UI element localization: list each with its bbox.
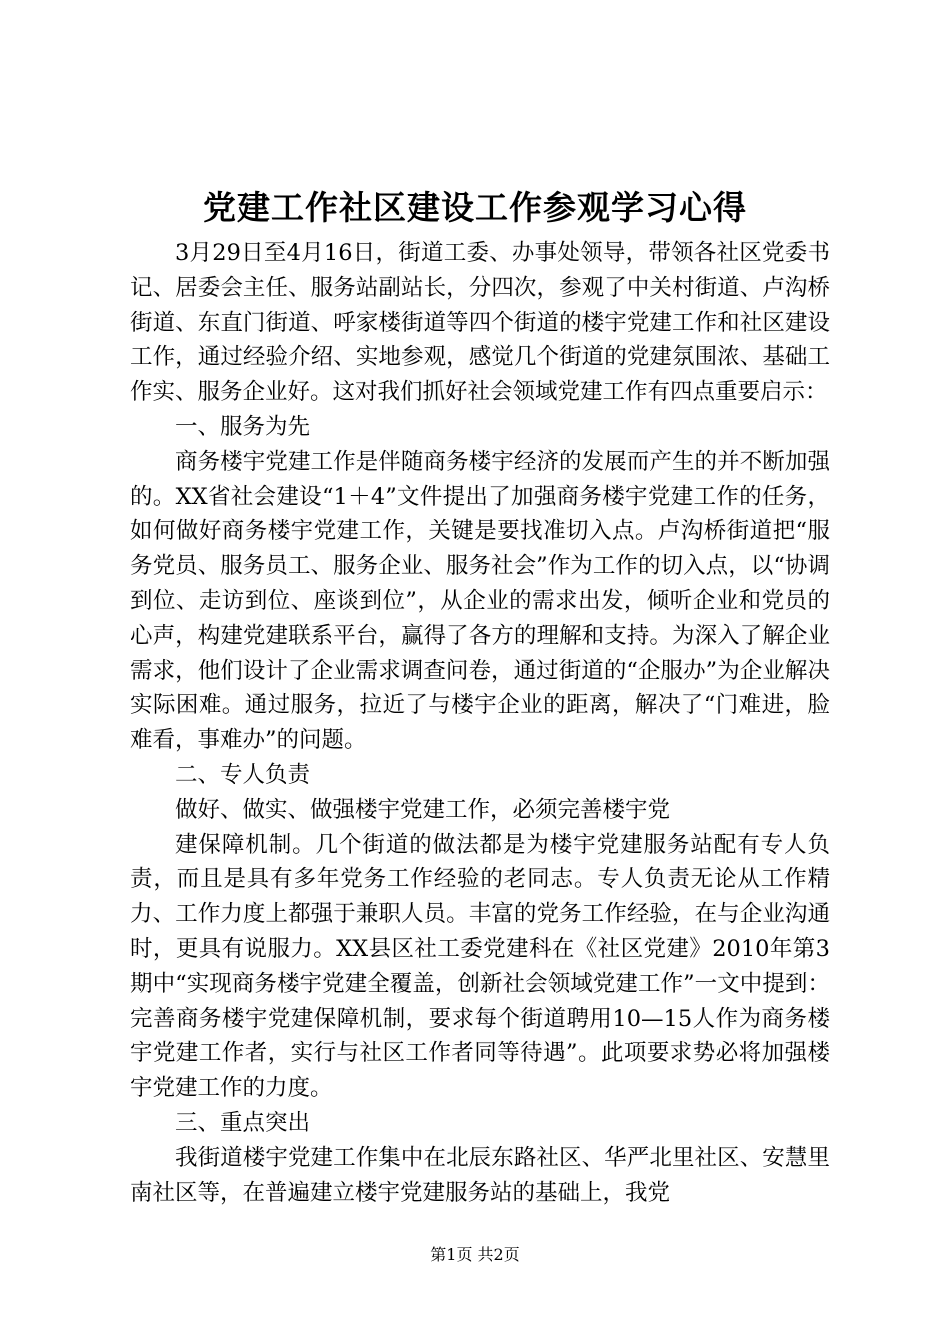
document-body xyxy=(130,236,830,1210)
page-number-footer: 第1页 共2页 xyxy=(430,1245,520,1264)
document-title: 党建工作社区建设工作参观学习心得 xyxy=(203,188,747,227)
paragraph-dedicated-2: 建保障机制。几个街道的做法都是为楼宇党建服务站配有专人负责，而且是具有多年党务工作经验的老同志。专人负责无论从工作精力、工作力度上都强于兼职人员。丰富的党务工作经验，在与企业沟通时，更具有说服力。XX县区社工委党建科在《社区党建》2010年第3期中“实现商务楼宇党建全覆盖，创新社会领域党建工作”一文中提到：完善商务楼宇党建保障机制，要求每个街道聘用10—15人作为商务楼宇党建工作者，实行与社区工作者同等待遇”。此项要求势必将加强楼宇党建工作的力度。 xyxy=(130,831,830,1102)
paragraph-focus: 我街道楼宇党建工作集中在北辰东路社区、华严北里社区、安慧里南社区等，在普遍建立楼宇党建服务站的基础上，我党 xyxy=(130,1144,830,1206)
section-heading-3: 三、重点突出 xyxy=(175,1109,311,1136)
paragraph-intro: 3月29日至4月16日，街道工委、办事处领导，带领各社区党委书记、居委会主任、服务站副站长，分四次，参观了中关村街道、卢沟桥街道、东直门街道、呼家楼街道等四个街道的楼宇党建工作和社区建设工作，通过经验介绍、实地参观，感觉几个街道的党建氛围浓、基础工作实、服务企业好。这对我们抓好社会领域党建工作有四点重要启示： xyxy=(130,240,830,406)
paragraph-dedicated-1: 做好、做实、做强楼宇党建工作，必须完善楼宇党 xyxy=(175,796,671,823)
section-heading-2: 二、专人负责 xyxy=(175,761,311,788)
paragraph-service: 商务楼宇党建工作是伴随商务楼宇经济的发展而产生的并不断加强的。XX省社会建设“1＋4”文件提出了加强商务楼宇党建工作的任务，如何做好商务楼宇党建工作，关键是要找准切入点。卢沟桥街道把“服务党员、服务员工、服务企业、服务社会”作为工作的切入点，以“协调到位、走访到位、座谈到位”，从企业的需求出发，倾听企业和党员的心声，构建党建联系平台，赢得了各方的理解和支持。为深入了解企业需求，他们设计了企业需求调查问卷，通过街道的“企服办”为企业解决实际困难。通过服务，拉近了与楼宇企业的距离，解决了“门难进，脸难看，事难办”的问题。 xyxy=(130,448,830,754)
section-heading-1: 一、服务为先 xyxy=(175,413,311,440)
